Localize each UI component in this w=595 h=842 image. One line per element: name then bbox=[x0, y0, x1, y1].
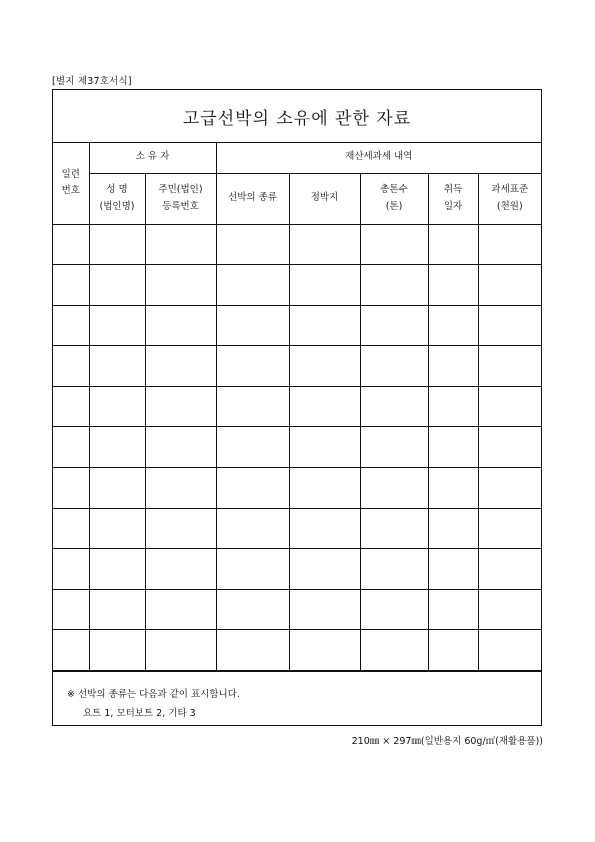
table-cell[interactable] bbox=[216, 630, 289, 671]
table-row bbox=[53, 427, 541, 468]
table-cell[interactable] bbox=[428, 265, 478, 306]
table-cell[interactable] bbox=[89, 549, 145, 590]
header-tonnage-line2: (톤) bbox=[385, 200, 403, 212]
header-acq-date-line2: 일자 bbox=[443, 200, 463, 212]
table-cell[interactable] bbox=[478, 589, 541, 630]
header-tax-base-line2: (천원) bbox=[496, 200, 523, 212]
ship-data-table bbox=[53, 143, 541, 671]
table-cell[interactable] bbox=[145, 549, 216, 590]
table-row bbox=[53, 549, 541, 590]
table-cell[interactable] bbox=[145, 589, 216, 630]
table-cell[interactable] bbox=[478, 265, 541, 306]
table-cell[interactable] bbox=[360, 224, 428, 265]
table-cell[interactable] bbox=[360, 630, 428, 671]
table-cell[interactable] bbox=[53, 630, 89, 671]
table-cell[interactable] bbox=[216, 265, 289, 306]
table-cell[interactable] bbox=[289, 224, 360, 265]
table-cell[interactable] bbox=[360, 346, 428, 387]
table-cell[interactable] bbox=[428, 508, 478, 549]
table-cell[interactable] bbox=[53, 305, 89, 346]
table-cell[interactable] bbox=[89, 305, 145, 346]
header-acq-date bbox=[428, 173, 478, 224]
table-cell[interactable] bbox=[428, 305, 478, 346]
header-tonnage bbox=[360, 173, 428, 224]
table-cell[interactable] bbox=[53, 224, 89, 265]
table-row bbox=[53, 508, 541, 549]
table-cell[interactable] bbox=[89, 630, 145, 671]
title-area bbox=[53, 90, 541, 143]
table-cell[interactable] bbox=[428, 549, 478, 590]
table-cell[interactable] bbox=[216, 224, 289, 265]
header-ship-type: 선박의 종류 bbox=[216, 173, 289, 224]
table-row bbox=[53, 265, 541, 306]
table-cell[interactable] bbox=[145, 630, 216, 671]
note-line-1: ※ 선박의 종류는 다음과 같이 표시합니다. bbox=[67, 689, 240, 701]
table-cell[interactable] bbox=[216, 549, 289, 590]
table-cell[interactable] bbox=[478, 508, 541, 549]
header-row-1 bbox=[53, 143, 541, 173]
table-cell[interactable] bbox=[216, 589, 289, 630]
header-tax-base-line1: 과세표준 bbox=[491, 183, 529, 195]
table-cell[interactable] bbox=[289, 468, 360, 509]
table-cell[interactable] bbox=[216, 508, 289, 549]
table-cell[interactable] bbox=[360, 386, 428, 427]
note-line-2: 요트 1, 모터보트 2, 기타 3 bbox=[83, 708, 196, 720]
table-cell[interactable] bbox=[145, 427, 216, 468]
table-cell[interactable] bbox=[289, 549, 360, 590]
table-cell[interactable] bbox=[428, 346, 478, 387]
table-cell[interactable] bbox=[360, 468, 428, 509]
header-tonnage-line1: 총톤수 bbox=[380, 183, 408, 195]
header-tax-base bbox=[478, 173, 541, 224]
table-cell[interactable] bbox=[53, 508, 89, 549]
table-cell[interactable] bbox=[53, 386, 89, 427]
table-cell[interactable] bbox=[53, 346, 89, 387]
table-cell[interactable] bbox=[360, 265, 428, 306]
table-cell[interactable] bbox=[478, 427, 541, 468]
table-cell[interactable] bbox=[360, 549, 428, 590]
form-title: 고급선박의 소유에 관한 자료 bbox=[182, 108, 412, 129]
table-cell[interactable] bbox=[89, 589, 145, 630]
table-cell[interactable] bbox=[53, 427, 89, 468]
table-cell[interactable] bbox=[145, 386, 216, 427]
table-cell[interactable] bbox=[428, 427, 478, 468]
table-cell[interactable] bbox=[53, 265, 89, 306]
table-cell[interactable] bbox=[53, 468, 89, 509]
table-row bbox=[53, 589, 541, 630]
table-cell[interactable] bbox=[89, 427, 145, 468]
table-cell[interactable] bbox=[289, 508, 360, 549]
table-cell[interactable] bbox=[89, 386, 145, 427]
table-cell[interactable] bbox=[145, 346, 216, 387]
header-serial bbox=[53, 143, 89, 224]
table-cell[interactable] bbox=[360, 508, 428, 549]
header-row-2 bbox=[53, 173, 541, 224]
table-cell[interactable] bbox=[478, 549, 541, 590]
table-cell[interactable] bbox=[289, 346, 360, 387]
table-cell[interactable] bbox=[478, 346, 541, 387]
header-reg-no-line1: 주민(법인) bbox=[158, 183, 203, 195]
table-cell[interactable] bbox=[478, 224, 541, 265]
table-cell[interactable] bbox=[145, 305, 216, 346]
notes-section bbox=[53, 671, 541, 725]
table-cell[interactable] bbox=[289, 630, 360, 671]
table-cell[interactable] bbox=[428, 630, 478, 671]
header-reg-no bbox=[145, 173, 216, 224]
header-asset-group: 재산세과세 내역 bbox=[216, 143, 541, 173]
table-row bbox=[53, 386, 541, 427]
table-cell[interactable] bbox=[216, 386, 289, 427]
table-cell[interactable] bbox=[145, 468, 216, 509]
table-cell[interactable] bbox=[289, 265, 360, 306]
table-cell[interactable] bbox=[360, 427, 428, 468]
header-serial-line1: 일련 bbox=[61, 168, 80, 180]
table-cell[interactable] bbox=[289, 386, 360, 427]
header-reg-no-line2: 등록번호 bbox=[162, 200, 199, 212]
table-row bbox=[53, 305, 541, 346]
table-cell[interactable] bbox=[216, 468, 289, 509]
table-cell[interactable] bbox=[478, 468, 541, 509]
form-number: [별지 제37호서식] bbox=[52, 76, 132, 87]
table-cell[interactable] bbox=[89, 224, 145, 265]
table-cell[interactable] bbox=[216, 305, 289, 346]
table-cell[interactable] bbox=[289, 589, 360, 630]
header-port: 정박지 bbox=[289, 173, 360, 224]
table-row bbox=[53, 224, 541, 265]
table-body bbox=[53, 224, 541, 671]
paper-spec: 210㎜ × 297㎜(일반용지 60g/㎡(재활용품)) bbox=[351, 736, 543, 747]
header-acq-date-line1: 취득 bbox=[443, 183, 463, 195]
table-cell[interactable] bbox=[428, 589, 478, 630]
table-cell[interactable] bbox=[428, 224, 478, 265]
table-cell[interactable] bbox=[428, 468, 478, 509]
table-cell[interactable] bbox=[145, 224, 216, 265]
table-cell[interactable] bbox=[428, 386, 478, 427]
table-cell[interactable] bbox=[289, 427, 360, 468]
header-name-line2: (법인명) bbox=[99, 200, 135, 212]
table-cell[interactable] bbox=[360, 589, 428, 630]
table-cell[interactable] bbox=[89, 265, 145, 306]
table-cell[interactable] bbox=[478, 386, 541, 427]
table-cell[interactable] bbox=[89, 346, 145, 387]
header-serial-line2: 번호 bbox=[61, 185, 80, 197]
table-cell[interactable] bbox=[89, 508, 145, 549]
table-cell[interactable] bbox=[360, 305, 428, 346]
header-owner-group: 소 유 자 bbox=[89, 143, 216, 173]
table-row bbox=[53, 630, 541, 671]
table-cell[interactable] bbox=[145, 265, 216, 306]
header-name bbox=[89, 173, 145, 224]
table-row bbox=[53, 468, 541, 509]
form-container bbox=[52, 89, 542, 726]
table-cell[interactable] bbox=[145, 508, 216, 549]
table-cell[interactable] bbox=[89, 468, 145, 509]
table-cell[interactable] bbox=[478, 305, 541, 346]
table-cell[interactable] bbox=[216, 346, 289, 387]
header-name-line1: 성 명 bbox=[106, 183, 128, 195]
table-cell[interactable] bbox=[478, 630, 541, 671]
table-cell[interactable] bbox=[53, 549, 89, 590]
table-cell[interactable] bbox=[289, 305, 360, 346]
table-cell[interactable] bbox=[216, 427, 289, 468]
table-row bbox=[53, 346, 541, 387]
table-cell[interactable] bbox=[53, 589, 89, 630]
